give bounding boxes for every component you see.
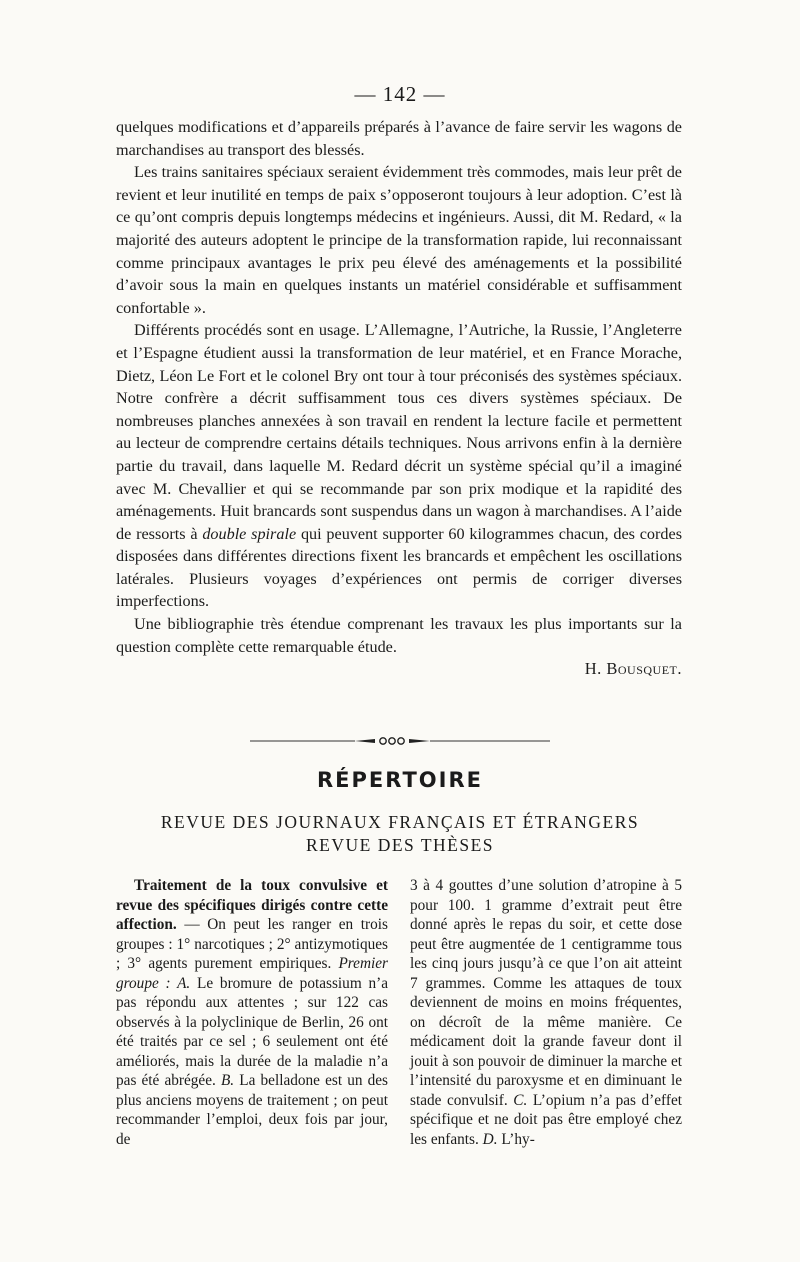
paragraph-2: Les trains sanitaires spéciaux seraient évidemment très commodes, mais leur prêt de revient et leur inutilité en temps de paix s’opposeront toujours à leur adoption. C’est là ce qu’ont compris depuis longtemps médecins et ingénieurs. Aussi, dit M. Redard, « la majorité des auteurs adoptent le principe de la transformation rapide, lui reconnaissant comme principaux avantages le prix peu élevé des aménagements et la possibilité d’avoir sous la main en quelques instants un matériel considérable et suffisamment confortable ». — [116, 163, 682, 317]
article-right-part-a: 3 à 4 gouttes d’une solution d’atropine à 5 pour 100. 1 gramme d’extrait peut être donné après le repas du soir, et cette dose peut être augmentée de 1 centigramme tous les cinq jours jusqu’à ce que l’on ait atteint 7 grammes. Comme les attaques de toux deviennent de moins en moins fréquentes, on décroît de la même manière. Ce médicament doit la grande faveur dont il jouit à son pouvoir de diminuer la marche et l’intensité du paroxysme et en diminuant le stade convulsif. — [410, 877, 682, 1109]
article-right-part-c: L’hy- — [501, 1130, 535, 1148]
article-paragraph-left — [116, 876, 388, 1149]
paragraph-3 — [116, 319, 682, 613]
paragraph-4: Une bibliographie très étendue comprenant les travaux les plus importants sur la question complète cette remarquable étude. — [116, 615, 682, 656]
ornamental-divider — [250, 734, 550, 748]
article-right-part-b: L’opium n’a pas d’effet spécifique et ne doit pas être employé chez les enfants. — [410, 1091, 683, 1148]
article-title: Traitement de la toux convulsive et revue des spécifiques dirigés contre cette affection. — [116, 877, 388, 933]
section-subtitle-theses: REVUE DES THÈSES — [306, 835, 494, 855]
article-left-part-b: Le bromure de potassium n’a pas répondu aux attentes ; sur 122 cas observés à la polyclinique de Berlin, 26 ont été traités par ce sel ; 6 seulement ont été améliorés, mais la durée de la maladie n’a pas été abrégée. — [116, 974, 389, 1089]
article-right-emphasis-2: D. — [482, 1130, 498, 1148]
article-left-part-a: — On peut les ranger en trois groupes : 1° narcotiques ; 2° antizymotiques ; 3° agents purement empiriques. — [116, 916, 388, 972]
article-left-part-c: La belladone est un des plus anciens moyens de traitement ; on peut recommander l’emploi, deux fois par jour, de — [116, 1072, 388, 1148]
body-text — [116, 116, 682, 681]
signature-name: Bousquet. — [606, 659, 682, 679]
section-subtitle-journals: REVUE DES JOURNAUX FRANÇAIS ET ÉTRANGERS — [160, 812, 640, 832]
signature-initial: H. — [584, 659, 602, 679]
article-column-right — [410, 876, 682, 1149]
page-number: — 142 — — [354, 82, 446, 106]
article-paragraph-right — [410, 876, 682, 1149]
article-left-emphasis-2: B. — [220, 1072, 235, 1089]
section-title: RÉPERTOIRE — [317, 768, 483, 792]
article-column-left — [116, 876, 388, 1149]
article-right-emphasis-1: C. — [513, 1091, 528, 1109]
article-left-emphasis-1: Premier groupe : A. — [116, 955, 388, 992]
author-signature — [116, 658, 682, 681]
paragraph-1: quelques modifications et d’appareils préparés à l’avance de faire servir les wagons de marchandises au transport des blessés. — [116, 118, 682, 159]
paragraph-3-part-a: Différents procédés sont en usage. L’Allemagne, l’Autriche, la Russie, l’Angleterre et l’Espagne étudient aussi la transformation de leur matériel, et en France Morache, Dietz, Léon Le Fort et le colonel Bry ont tour à tour préconisés des systèmes spéciaux. Notre confrère a décrit suffisamment tous ces divers systèmes spéciaux. De nombreuses planches annexées à son travail en rendent la lecture facile et permettent au lecteur de comprendre certains détails techniques. Nous arrivons enfin à la dernière partie du travail, dans laquelle M. Redard décrit un système spécial qu’il a imaginé avec M. Chevallier et qui se recommande par son prix modique et la rapidité des aménagements. Huit brancards sont suspendus dans un wagon à marchandises. A l’aide de ressorts à — [116, 321, 682, 543]
paragraph-3-part-b: qui peuvent supporter 60 kilogrammes chacun, des cordes disposées dans différentes directions fixent les brancards et empêchent les oscillations latérales. Plusieurs voyages d’expériences ont permis de corriger diverses imperfections. — [116, 524, 682, 611]
emphasis-double-spirale: double spirale — [202, 524, 297, 543]
